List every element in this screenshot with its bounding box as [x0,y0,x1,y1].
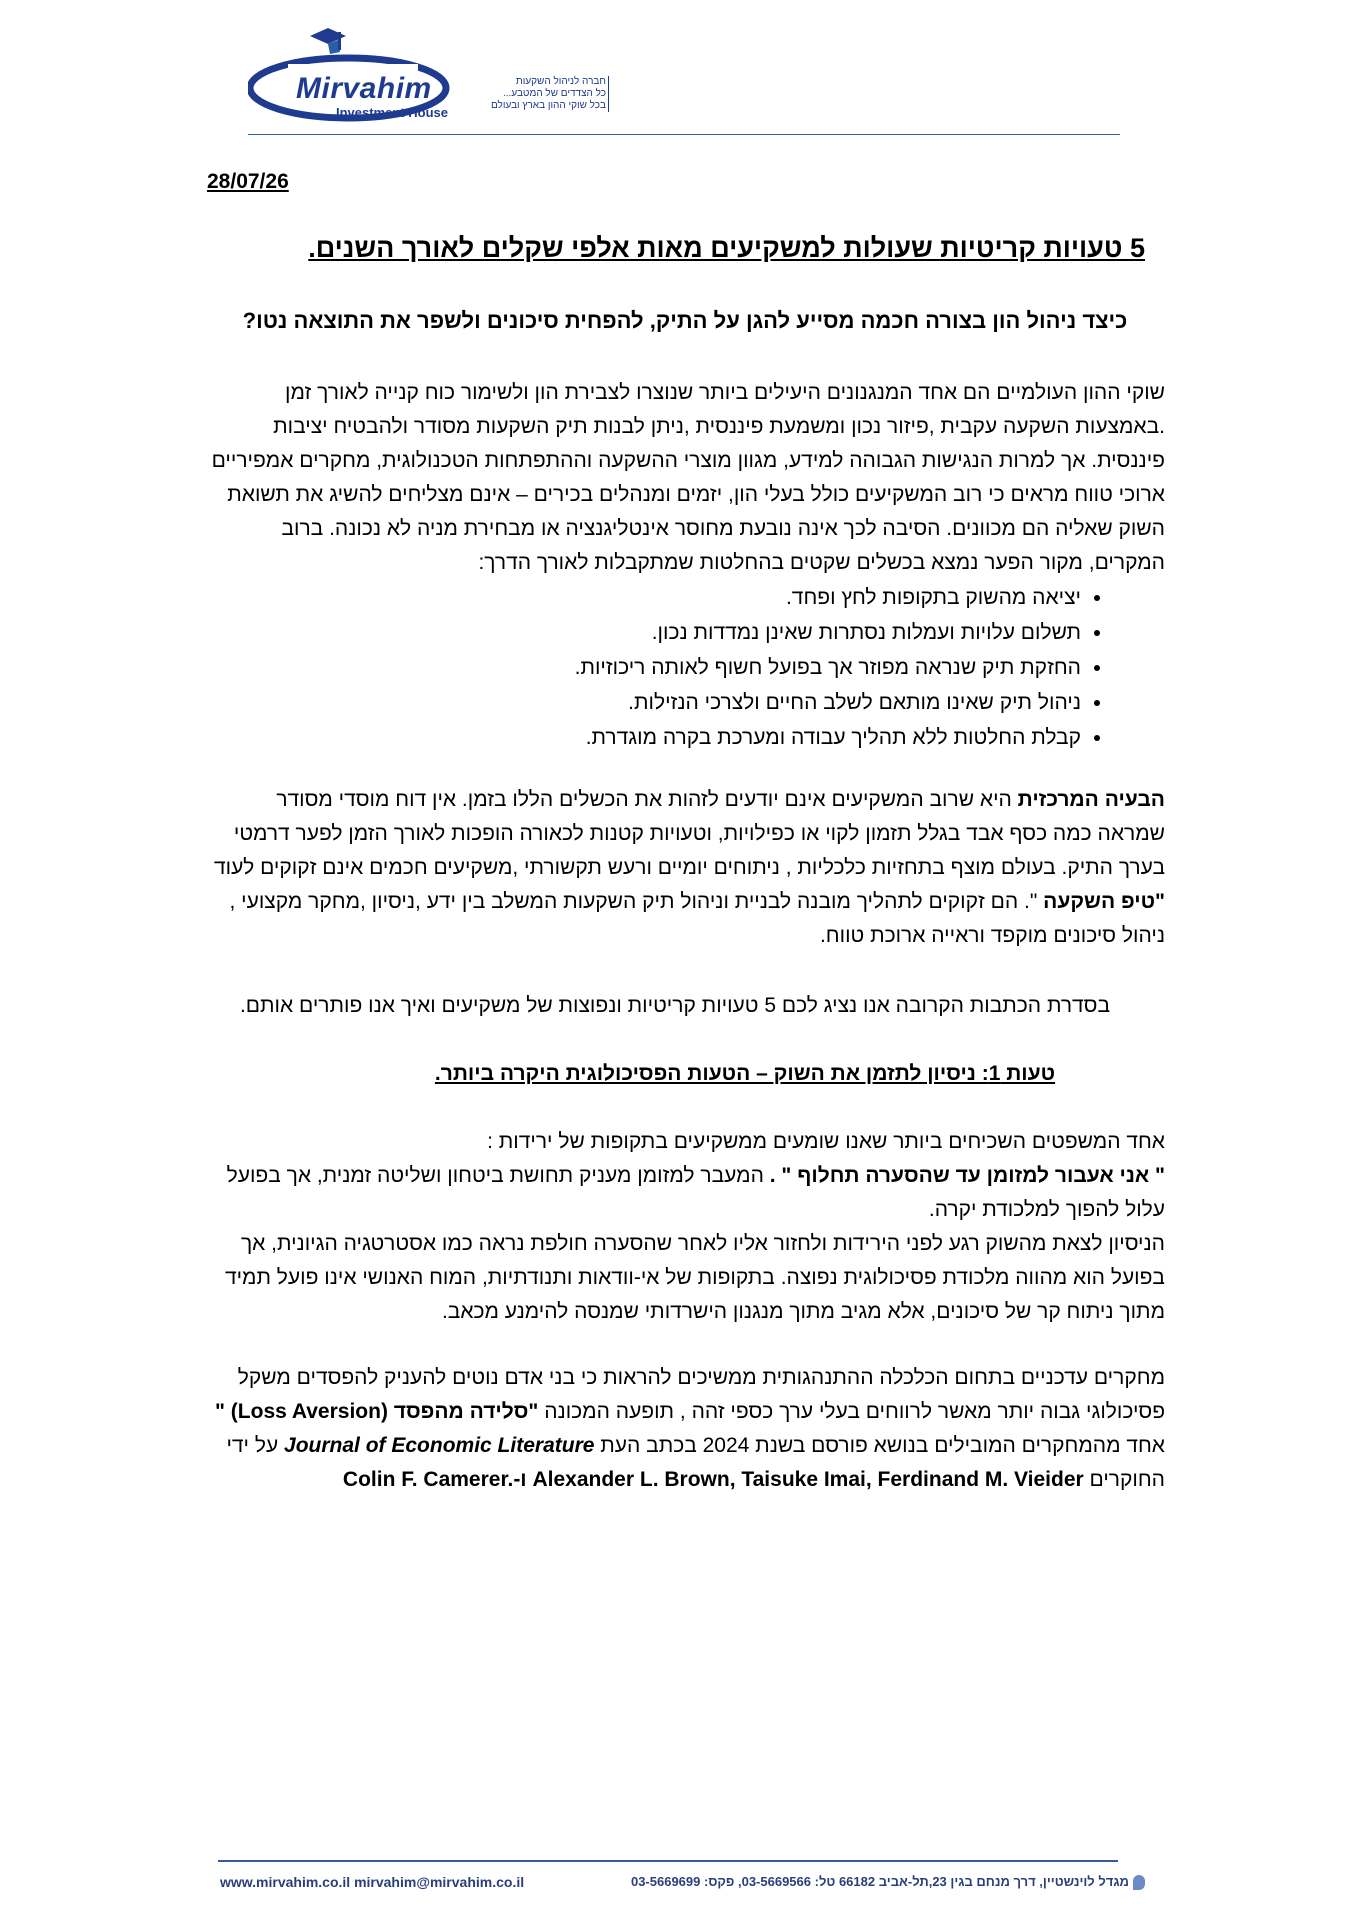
mistakes-list [205,580,1165,755]
mistake1-paragraph [205,1125,1165,1329]
page-footer [220,1874,1145,1902]
mistake1-text: המעבר למזומן מעניק תחושת ביטחון ושליטה זמנית, אך בפועל עלול להפוך למלכודת יקרה. [226,1164,1165,1221]
logo-brand-text: Mirvahim [296,72,432,105]
footer-divider [218,1860,1118,1862]
logo-tagline-line: כל הצדדים של המטבע... [502,88,606,99]
series-note: בסדרת הכתבות הקרובה אנו נציג לכם 5 טעויות קריטיות ונפוצות של משקיעים ואיך אנו פותרים אותם. [239,994,1111,1017]
cash-quote: " אני אעבור למזומן עד שהסערה תחלוף " . [769,1164,1165,1187]
mistake1-intro: אחד המשפטים השכיחים ביותר שאנו שומעים ממשקיעים בתקופות של ירידות : [487,1130,1165,1153]
research-text-3: על ידי החוקרים [226,1434,1165,1491]
list-item: • תשלום עלויות ועמלות נסתרות שאינן נמדדות נכון. [205,615,1081,650]
authors-conjunction: ו- [513,1468,533,1491]
loss-aversion-term: "סלידה מהפסד (Loss Aversion) " [215,1400,539,1423]
problem-paragraph [205,783,1165,953]
list-item: • קבלת החלטות ללא תהליך עבודה ומערכת בקרה מוגדרת. [205,720,1081,755]
problem-text-end: ". הם זקוקים לתהליך מובנה לבניית וניהול תיק השקעות המשלב בין ידע ,ניסיון ,מחקר מקצועי , ניהול סיכונים מוקפד וראייה ארוכת טווח. [229,890,1165,947]
document-date: 28/07/26 [207,170,289,193]
list-item: • החזקת תיק שנראה מפוזר אך בפועל חשוף לאותה ריכוזיות. [205,650,1081,685]
logo-sub-text: Investment House [336,105,448,120]
authors-group-b: Colin F. Camerer. [342,1468,514,1491]
footer-web-email: www.mirvahim.co.il mirvahim@mirvahim.co.il [220,1874,525,1890]
document-title: 5 טעויות קריטיות שעולות למשקיעים מאות אלפי שקלים לאורך השנים. [308,233,1145,263]
logo-tagline-line: בכל שוקי ההון בארץ ובעולם [490,100,606,111]
research-text-2: אחד מהמחקרים המובילים בנושא פורסם בשנת 2024 בכתב העת [594,1434,1165,1457]
problem-text: היא שרוב המשקיעים אינם יודעים לזהות את הכשלים הללו בזמן. אין דוח מוסדי מסודר שמראה כמה כסף אבד בגלל תזמון לקוי או כפילויות, וטעויות קטנות לכאורה הופכות לאורך הזמן לפער דרמטי בערך התיק. בעולם מוצף בתחזיות כלכליות , ניתוחים יומיים ורעש תקשורתי ,משקיעים חכמים אינם זקוקים לעוד [214,788,1165,879]
logo-tagline-line: חברה לניהול השקעות [515,76,606,87]
intro-paragraph: שוקי ההון העולמיים הם אחד המנגנונים היעילים ביותר שנוצרו לצבירת הון ולשימור כוח קנייה לאורך זמן .באמצעות השקעה עקבית ,פיזור נכון ומשמעת פיננסית ,ניתן לבנות תיק השקעות מסודר ולהבטיח יציבות פיננסית. אך למרות הנגישות הגבוהה למידע, מגוון מוצרי ההשקעה וההתפתחות הטכנולוגית, מחקרים אמפיריים ארוכי טווח מראים כי רוב המשקיעים כולל בעלי הון, יזמים ומנהלים בכירים – אינם מצליחים להשיג את תשואת השוק שאליה הם מכוונים. הסיבה לכך אינה נובעת מחוסר אינטליגנציה או מבחירת מניה לא נכונה. ברוב המקרים, מקור הפער נמצא בכשלים שקטים בהחלטות שמתקבלות לאורך הדרך: [211,381,1165,574]
authors-group-a: Alexander L. Brown, Taisuke Imai, Ferdinand M. Vieider [532,1468,1084,1491]
problem-lead: הבעיה המרכזית [1017,788,1165,811]
research-text: מחקרים עדכניים בתחום הכלכלה ההתנהגותית ממשיכים להראות כי בני אדם נוטים להעניק להפסדים משקל פסיכולוגי גבוה יותר מאשר לרווחים בעלי ערך כספי זהה , תופעה המכונה [237,1366,1165,1423]
logo-hebrew-tagline [436,76,609,112]
company-logo [248,26,608,122]
document-body [205,228,1165,1497]
footer-address: מגדל לוינשטיין, דרך מנחם בגין 23,תל-אביב 66182 טל: 03-5669566, פקס: 03-5669699 [630,1874,1129,1889]
header-divider [248,134,1120,135]
investment-tip-quote: "טיפ השקעה [1043,890,1165,913]
list-item: • יציאה מהשוק בתקופות לחץ ופחד. [205,580,1081,615]
list-item: • ניהול תיק שאינו מותאם לשלב החיים ולצרכי הנזילות. [205,685,1081,720]
section-title-mistake-1: טעות 1: ניסיון לתזמן את השוק – הטעות הפסיכולוגית היקרה ביותר. [434,1062,1056,1085]
location-pin-icon [1133,1875,1145,1890]
journal-name: Journal of Economic Literature [284,1434,595,1457]
research-paragraph [205,1361,1165,1497]
document-subtitle: כיצד ניהול הון בצורה חכמה מסייע להגן על התיק, להפחית סיכונים ולשפר את התוצאה נטו? [242,308,1128,333]
mistake1-text-more: הניסיון לצאת מהשוק רגע לפני הירידות ולחזור אליו לאחר שהסערה חולפת נראה כמו אסטרטגיה הגיונית, אך בפועל הוא מהווה מלכודת פסיכולוגית נפוצה. בתקופות של אי-וודאות ותנודתיות, המוח האנושי אינו פועל תמיד מתוך ניתוח קר של סיכונים, אלא מגיב מתוך מנגנון הישרדותי שמנסה להימנע מכאב. [224,1232,1165,1323]
